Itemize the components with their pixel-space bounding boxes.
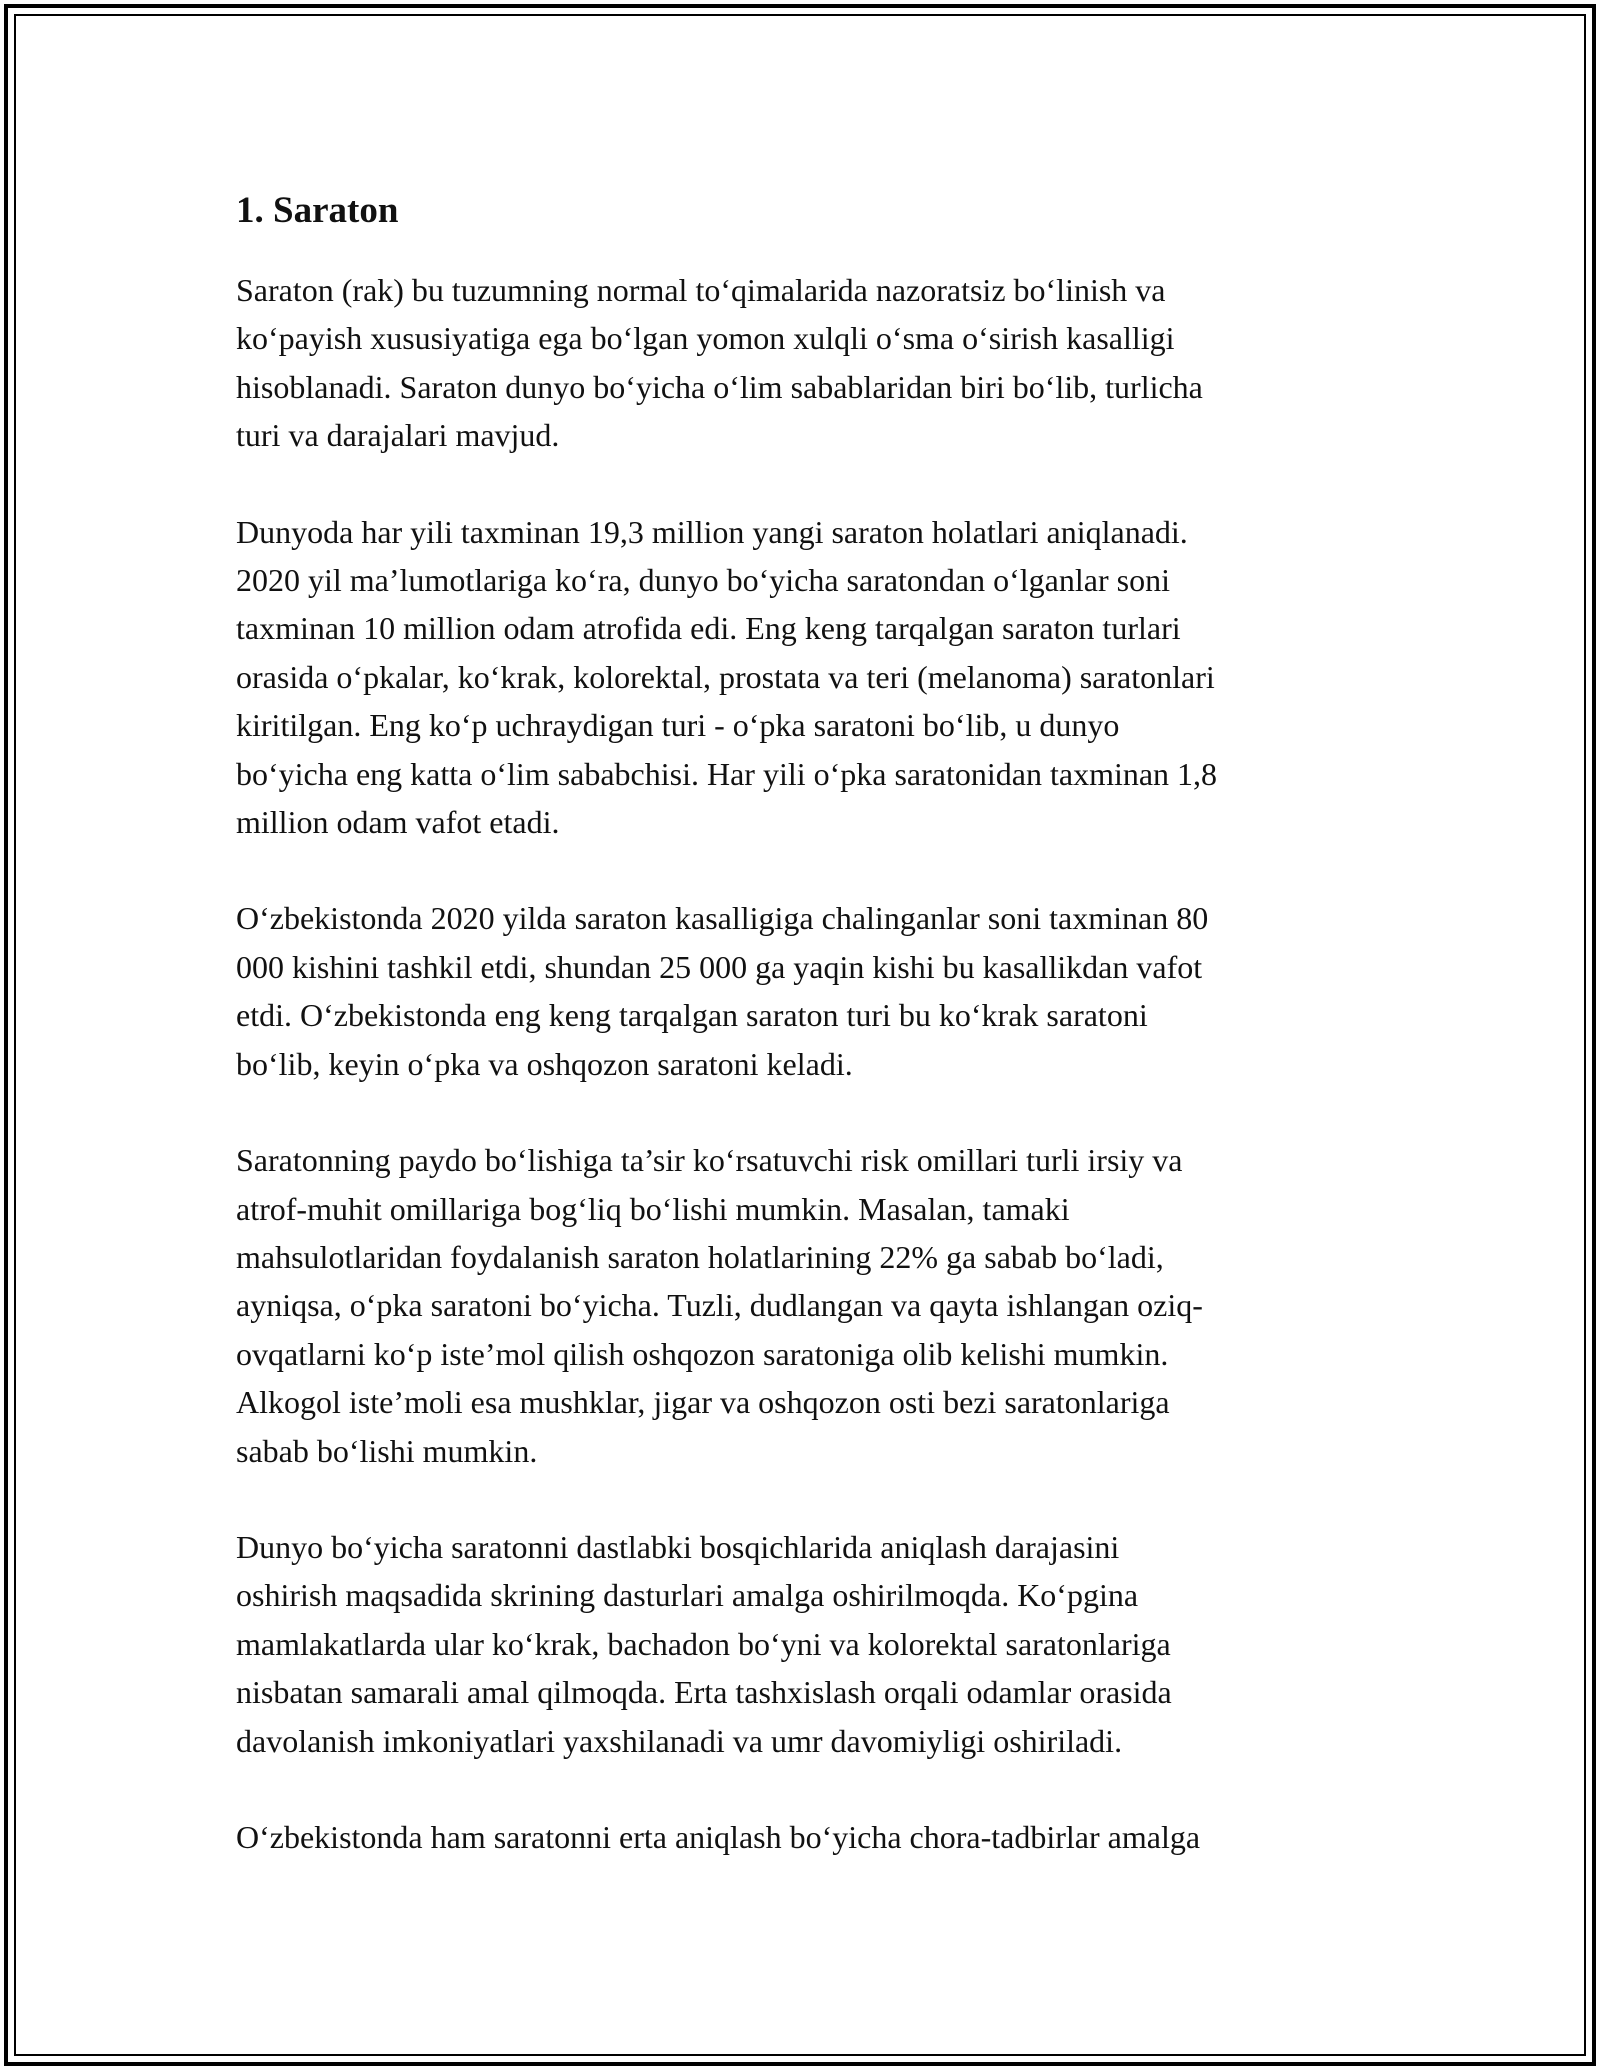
text-line: 2020 yil ma’lumotlariga ko‘ra, dunyo bo‘yicha saratondan o‘lganlar soni	[236, 562, 1170, 599]
text-line: Dunyo bo‘yicha saratonni dastlabki bosqichlarida aniqlash darajasini	[236, 1528, 1120, 1565]
text-line: taxminan 10 million odam atrofida edi. Eng keng tarqalgan saraton turlari	[236, 610, 1181, 647]
text-line: sabab bo‘lishi mumkin.	[236, 1432, 538, 1469]
text-line: turi va darajalari mavjud.	[236, 417, 560, 454]
text-line: O‘zbekistonda ham saratonni erta aniqlash bo‘yicha chora-tadbirlar amalga	[236, 1818, 1201, 1855]
text-line: ko‘payish xususiyatiga ega bo‘lgan yomon xulqli o‘sma o‘sirish kasalligi	[236, 320, 1175, 357]
paragraph-uzbekistan-statistics	[236, 894, 1386, 1088]
paragraph-uzbekistan-early-detection	[236, 1813, 1386, 1861]
text-line: bo‘lib, keyin o‘pka va oshqozon saratoni keladi.	[236, 1045, 853, 1082]
text-line: mahsulotlaridan foydalanish saraton holatlarining 22% ga sabab bo‘ladi,	[236, 1238, 1164, 1275]
paragraph-definition	[236, 266, 1386, 460]
text-line: 000 kishini tashkil etdi, shundan 25 000 ga yaqin kishi bu kasallikdan vafot	[236, 948, 1203, 985]
text-line: hisoblanadi. Saraton dunyo bo‘yicha o‘lim sabablaridan biri bo‘lib, turlicha	[236, 368, 1203, 405]
text-line: bo‘yicha eng katta o‘lim sababchisi. Har yili o‘pka saratonidan taxminan 1,8	[236, 755, 1218, 792]
text-line: orasida o‘pkalar, ko‘krak, kolorektal, prostata va teri (melanoma) saratonlari	[236, 658, 1215, 695]
text-line: davolanish imkoniyatlari yaxshilanadi va umr davomiyligi oshiriladi.	[236, 1722, 1123, 1759]
text-line: ovqatlarni ko‘p iste’mol qilish oshqozon saratoniga olib kelishi mumkin.	[236, 1335, 1169, 1372]
text-line: mamlakatlarda ular ko‘krak, bachadon bo‘yni va kolorektal saratonlariga	[236, 1625, 1171, 1662]
text-line: million odam vafot etadi.	[236, 804, 560, 841]
document-body	[236, 186, 1386, 1861]
paragraph-risk-factors	[236, 1136, 1386, 1475]
text-line: atrof-muhit omillariga bog‘liq bo‘lishi mumkin. Masalan, tamaki	[236, 1190, 1070, 1227]
text-line: ayniqsa, o‘pka saratoni bo‘yicha. Tuzli, dudlangan va qayta ishlangan oziq-	[236, 1287, 1203, 1324]
text-line: Alkogol iste’moli esa mushklar, jigar va oshqozon osti bezi saratonlariga	[236, 1384, 1170, 1421]
paragraph-world-statistics	[236, 508, 1386, 847]
text-line: Dunyoda har yili taxminan 19,3 million yangi saraton holatlari aniqlanadi.	[236, 513, 1188, 550]
text-line: oshirish maqsadida skrining dasturlari amalga oshirilmoqda. Ko‘pgina	[236, 1577, 1139, 1614]
text-line: etdi. O‘zbekistonda eng keng tarqalgan saraton turi bu ko‘krak saratoni	[236, 997, 1148, 1034]
text-line: nisbatan samarali amal qilmoqda. Erta tashxislash orqali odamlar orasida	[236, 1674, 1172, 1711]
text-line: Saratonning paydo bo‘lishiga ta’sir ko‘rsatuvchi risk omillari turli irsiy va	[236, 1142, 1183, 1179]
text-line: O‘zbekistonda 2020 yilda saraton kasalligiga chalinganlar soni taxminan 80	[236, 900, 1209, 937]
text-line: kiritilgan. Eng ko‘p uchraydigan turi - o‘pka saratoni bo‘lib, u dunyo	[236, 707, 1120, 744]
paragraph-screening	[236, 1523, 1386, 1765]
section-heading: 1. Saraton	[236, 190, 399, 231]
text-line: Saraton (rak) bu tuzumning normal to‘qimalarida nazoratsiz bo‘linish va	[236, 272, 1166, 308]
